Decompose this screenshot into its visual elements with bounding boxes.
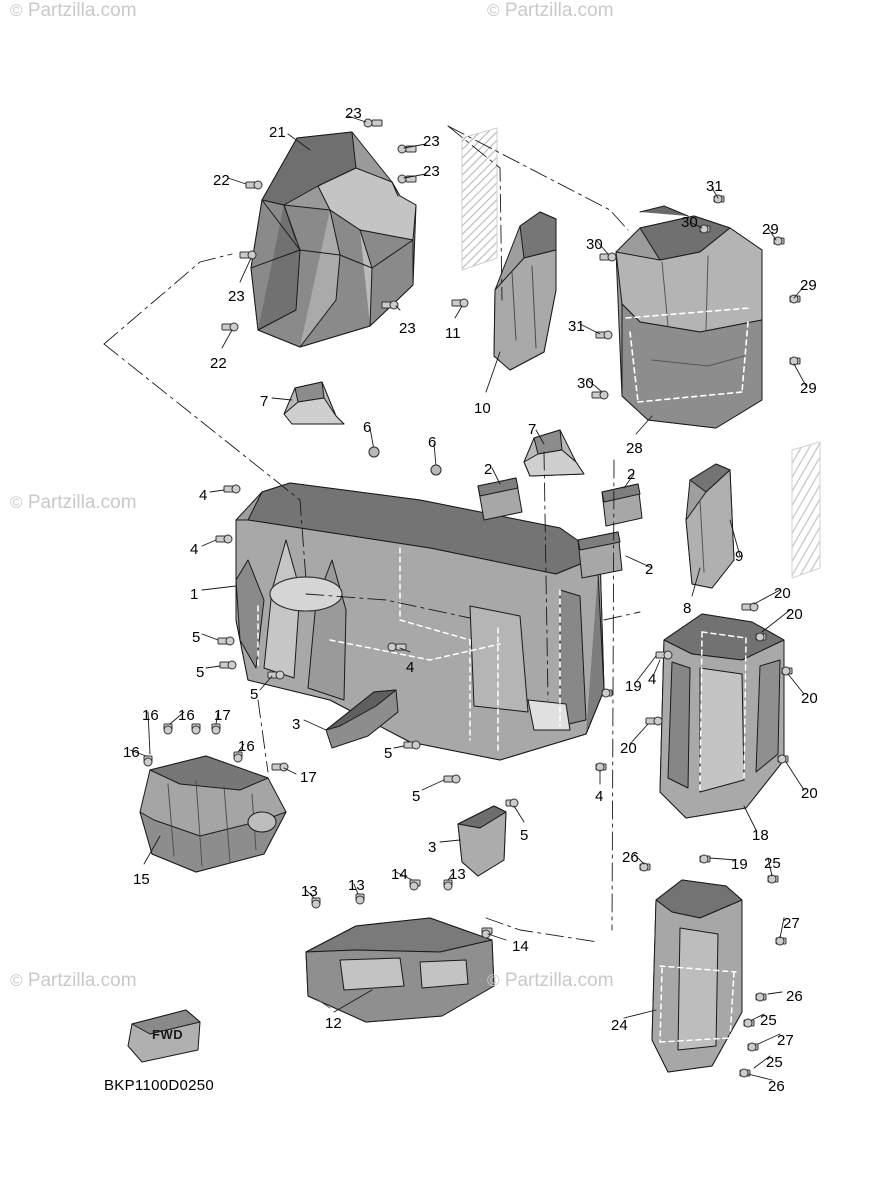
callout-number: 16	[123, 744, 140, 761]
callout-number: 5	[412, 788, 421, 805]
watermark: © Partzilla.com	[10, 970, 137, 991]
watermark: © Partzilla.com	[10, 0, 137, 21]
callout-number: 22	[213, 172, 230, 189]
callout-number: 4	[199, 487, 208, 504]
callout-number: 25	[766, 1054, 783, 1071]
callout-number: 20	[774, 585, 791, 602]
callout-number: 29	[800, 277, 817, 294]
callout-number: 5	[196, 664, 205, 681]
watermark: © Partzilla.com	[10, 492, 137, 513]
callout-number: 18	[752, 827, 769, 844]
callout-number: 6	[428, 434, 437, 451]
callout-number: 25	[760, 1012, 777, 1029]
diagram-code: BKP1100D0250	[104, 1077, 215, 1094]
callout-number: 23	[423, 133, 440, 150]
callout-number: 23	[345, 105, 362, 122]
callout-number: 19	[731, 856, 748, 873]
callout-number: 25	[764, 855, 781, 872]
callout-number: 30	[586, 236, 603, 253]
callout-number: 2	[627, 466, 636, 483]
callout-number: 23	[399, 320, 416, 337]
watermark: © Partzilla.com	[487, 970, 614, 991]
callout-number: 8	[683, 600, 692, 617]
callout-number: 15	[133, 871, 150, 888]
callout-number: 16	[142, 707, 159, 724]
callout-number: 5	[520, 827, 529, 844]
callout-number: 7	[528, 421, 537, 438]
callout-number: 4	[190, 541, 199, 558]
callout-number: 10	[474, 400, 491, 417]
callout-number: 6	[363, 419, 372, 436]
watermark: © Partzilla.com	[487, 0, 614, 21]
callout-number: 30	[577, 375, 594, 392]
callout-number: 29	[800, 380, 817, 397]
callout-number: 13	[449, 866, 466, 883]
callout-number: 4	[595, 788, 604, 805]
callout-number: 27	[783, 915, 800, 932]
callout-number: 31	[568, 318, 585, 335]
callout-number: 14	[391, 866, 408, 883]
callout-number: 26	[768, 1078, 785, 1095]
callout-number: 3	[428, 839, 437, 856]
callout-number: 4	[406, 659, 415, 676]
callout-number: 20	[801, 785, 818, 802]
callout-number: 27	[777, 1032, 794, 1049]
callout-number: 13	[301, 883, 318, 900]
callout-number: 23	[228, 288, 245, 305]
callout-number: 5	[192, 629, 201, 646]
callout-number: 13	[348, 877, 365, 894]
callout-number: 29	[762, 221, 779, 238]
callout-number: 5	[384, 745, 393, 762]
callout-number: 24	[611, 1017, 628, 1034]
callout-number: 16	[238, 738, 255, 755]
callout-number: 12	[325, 1015, 342, 1032]
callout-number: 22	[210, 355, 227, 372]
callout-number: 2	[484, 461, 493, 478]
callout-number: 1	[190, 586, 199, 603]
callout-number: 7	[260, 393, 269, 410]
callout-number: 23	[423, 163, 440, 180]
callout-number: 20	[620, 740, 637, 757]
callout-number: 20	[786, 606, 803, 623]
callout-number: 4	[648, 671, 657, 688]
callout-number: 17	[300, 769, 317, 786]
callout-number: 28	[626, 440, 643, 457]
callout-number: 20	[801, 690, 818, 707]
callout-number: 21	[269, 124, 286, 141]
callout-number: 19	[625, 678, 642, 695]
callout-number: 26	[786, 988, 803, 1005]
callout-number: 16	[178, 707, 195, 724]
callout-number: 30	[681, 214, 698, 231]
callout-number: 2	[645, 561, 654, 578]
callout-number: 14	[512, 938, 529, 955]
fwd-direction-label: FWD	[152, 1027, 184, 1042]
callout-number: 17	[214, 707, 231, 724]
callout-number: 5	[250, 686, 259, 703]
callout-number: 3	[292, 716, 301, 733]
callout-number: 26	[622, 849, 639, 866]
callout-number: 9	[735, 548, 744, 565]
callout-number: 31	[706, 178, 723, 195]
callout-number: 11	[445, 325, 461, 342]
